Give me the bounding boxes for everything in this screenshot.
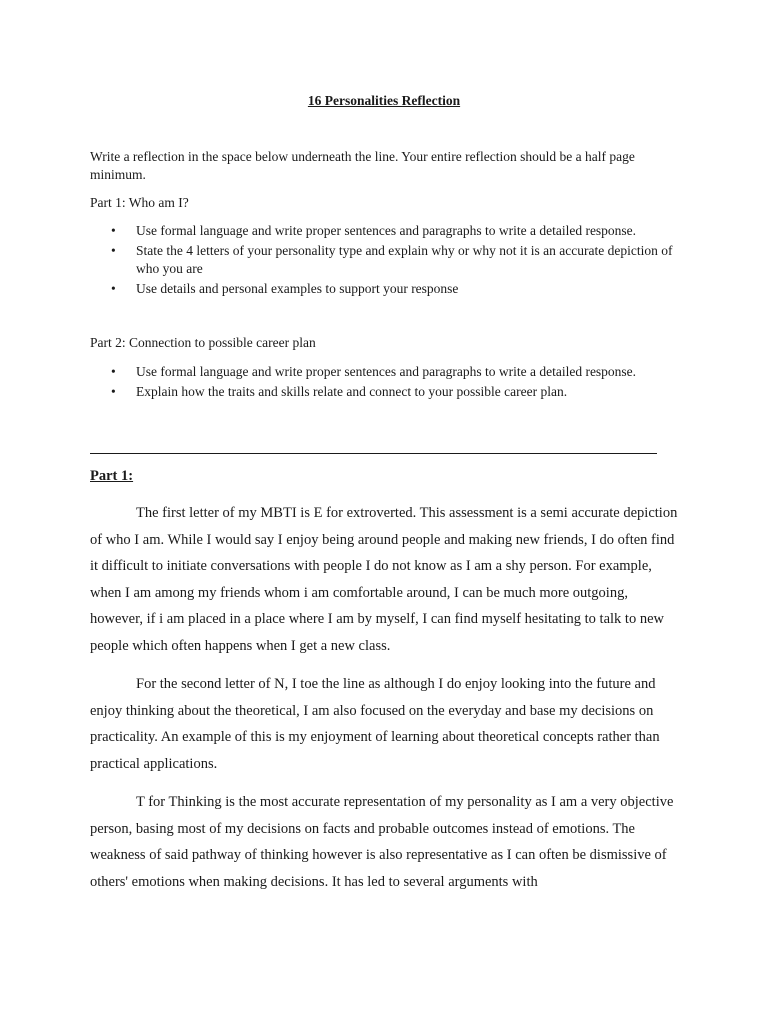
list-item bbox=[90, 222, 680, 240]
part1-heading: Part 1: Who am I? bbox=[90, 195, 189, 210]
bullet-icon: • bbox=[111, 281, 116, 296]
part2-bullet-list bbox=[90, 363, 680, 403]
response-part1-label: Part 1: bbox=[90, 468, 134, 484]
bullet-icon: • bbox=[111, 243, 116, 258]
bullet-text: Explain how the traits and skills relate and connect to your possible career plan. bbox=[136, 384, 568, 399]
list-item bbox=[90, 242, 680, 278]
bullet-text: Use formal language and write proper sentences and paragraphs to write a detailed response. bbox=[136, 223, 637, 238]
list-item bbox=[90, 280, 680, 298]
document-title: 16 Personalities Reflection bbox=[307, 93, 461, 108]
bullet-text: Use details and personal examples to support your response bbox=[136, 281, 459, 296]
list-item bbox=[90, 383, 680, 401]
bullet-icon: • bbox=[111, 364, 116, 379]
list-item bbox=[90, 363, 680, 381]
bullet-text: Use formal language and write proper sentences and paragraphs to write a detailed response. bbox=[136, 364, 637, 379]
response-paragraph: The first letter of my MBTI is E for extroverted. This assessment is a semi accurate depiction of who I am. While I would say I enjoy being around people and making new friends, I do often find it difficult to initiate conversations with people I do not know as I am a shy person. For example, when I am among my friends whom i am comfortable around, I can be much more outgoing, however, if i am placed in a place where I am by myself, I can find myself hesitating to talk to new people which often happens when I get a new class. bbox=[90, 505, 678, 654]
bullet-text: State the 4 letters of your personality type and explain why or why not it is an accurate depiction of who you are bbox=[136, 243, 673, 276]
bullet-icon: • bbox=[111, 384, 116, 399]
response-paragraph: For the second letter of N, I toe the line as although I do enjoy looking into the future and enjoy thinking about the theoretical, I am also focused on the everyday and base my decisions on practicality. An example of this is my enjoyment of learning about theoretical concepts rather than practical applications. bbox=[90, 676, 660, 772]
instructions-text: Write a reflection in the space below underneath the line. Your entire reflection should be a half page minimum. bbox=[90, 149, 635, 182]
part1-bullet-list bbox=[90, 222, 680, 300]
separator-line bbox=[90, 453, 657, 454]
part2-heading: Part 2: Connection to possible career plan bbox=[90, 335, 316, 350]
bullet-icon: • bbox=[111, 223, 116, 238]
response-paragraph: T for Thinking is the most accurate representation of my personality as I am a very objective person, basing most of my decisions on facts and probable outcomes instead of emotions. The weakness of said pathway of thinking however is also representative as I can often be dismissive of others' emotions when making decisions. It has led to several arguments with bbox=[90, 794, 674, 890]
